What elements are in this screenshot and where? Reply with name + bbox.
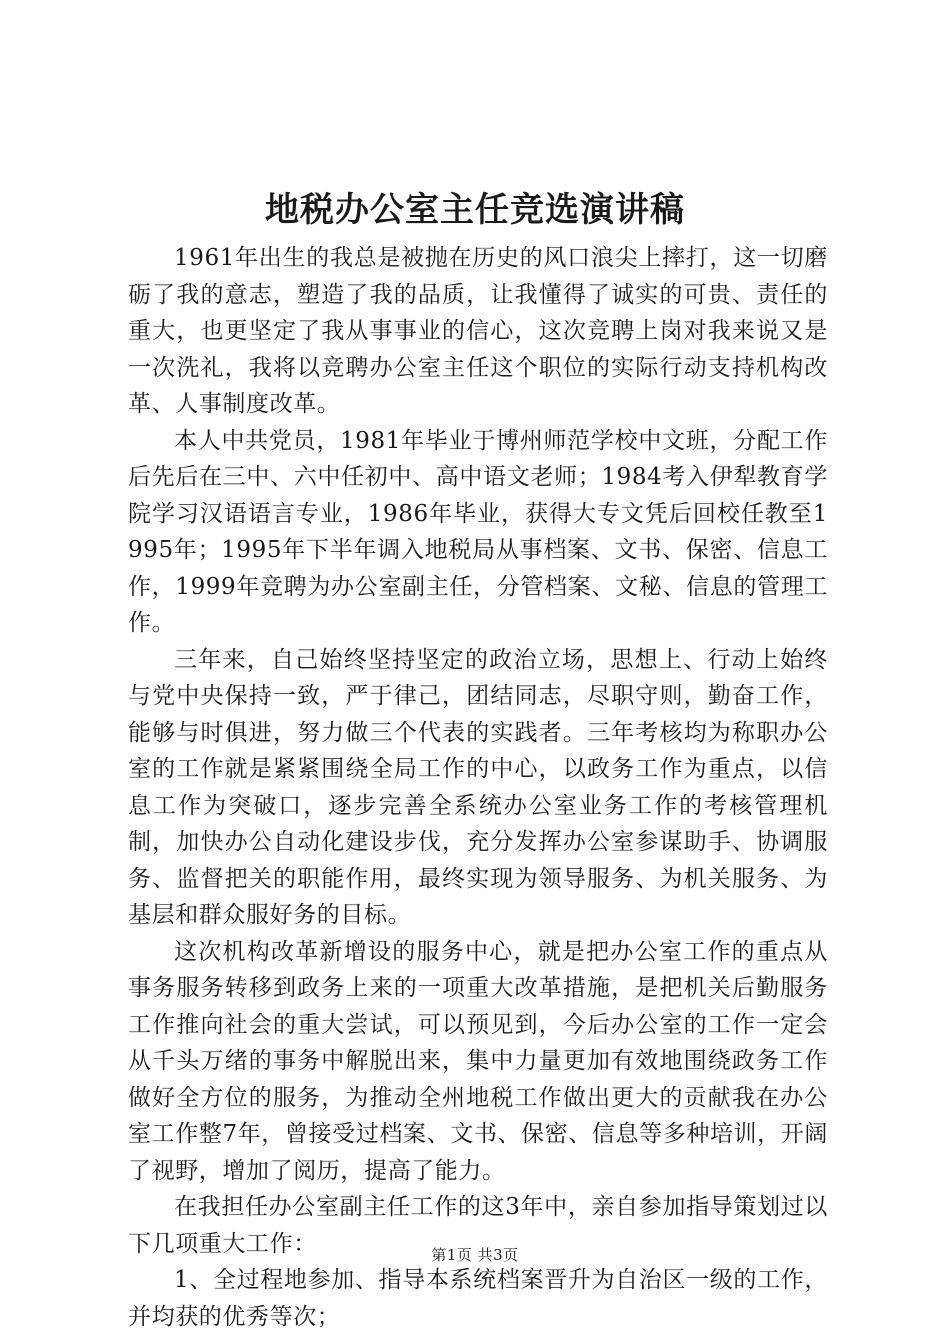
paragraph-4: 这次机构改革新增设的服务中心，就是把办公室工作的重点从事务服务转移到政务上来的一项重大改革措施，是把机关后勤服务工作推向社会的重大尝试，可以预见到，今后办公室的工作一定会从千头万绪的事务中解脱出来，集中力量更加有效地围绕政务工作做好全方位的服务，为推动全州地税工作做出更大的贡献我在办公室工作整7年，曾接受过档案、文书、保密、信息等多种培训，开阔了视野，增加了阅历，提高了能力。 <box>128 938 828 1184</box>
paragraph-2: 本人中共党员，1981年毕业于博州师范学校中文班，分配工作后先后在三中、六中任初中、高中语文老师；1984考入伊犁教育学院学习汉语语言专业，1986年毕业，获得大专文凭后回校任教至1995年；1995年下半年调入地税局从事档案、文书、保密、信息工作，1999年竞聘为办公室副主任，分管档案、文秘、信息的管理工作。 <box>128 427 828 636</box>
paragraph-1: 1961年出生的我总是被抛在历史的风口浪尖上摔打，这一切磨砺了我的意志，塑造了我的品质，让我懂得了诚实的可贵、责任的重大，也更坚定了我从事事业的信心，这次竞聘上岗对我来说又是一次洗礼，我将以竞聘办公室主任这个职位的实际行动支持机构改革、人事制度改革。 <box>128 245 828 417</box>
document-title: 地税办公室主任竞选演讲稿 <box>265 190 685 230</box>
paragraph-5: 在我担任办公室副主任工作的这3年中，亲自参加指导策划过以下几项重大工作： <box>128 1194 828 1257</box>
paragraph-3: 三年来，自己始终坚持坚定的政治立场，思想上、行动上始终与党中央保持一致，严于律己，团结同志，尽职守则，勤奋工作，能够与时俱进，努力做三个代表的实践者。三年考核均为称职办公室的工作就是紧紧围绕全局工作的中心，以政务工作为重点，以信息工作为突破口，逐步完善全系统办公室业务工作的考核管理机制，加快办公自动化建设步伐，充分发挥办公室参谋助手、协调服务、监督把关的职能作用，最终实现为领导服务、为机关服务、为基层和群众服好务的目标。 <box>128 646 828 928</box>
page-number-footer: 第1页 共3页 <box>431 1246 519 1264</box>
paragraph-6: 1、全过程地参加、指导本系统档案晋升为自治区一级的工作，并均获的优秀等次； <box>128 1267 828 1330</box>
document-body <box>128 240 828 1335</box>
